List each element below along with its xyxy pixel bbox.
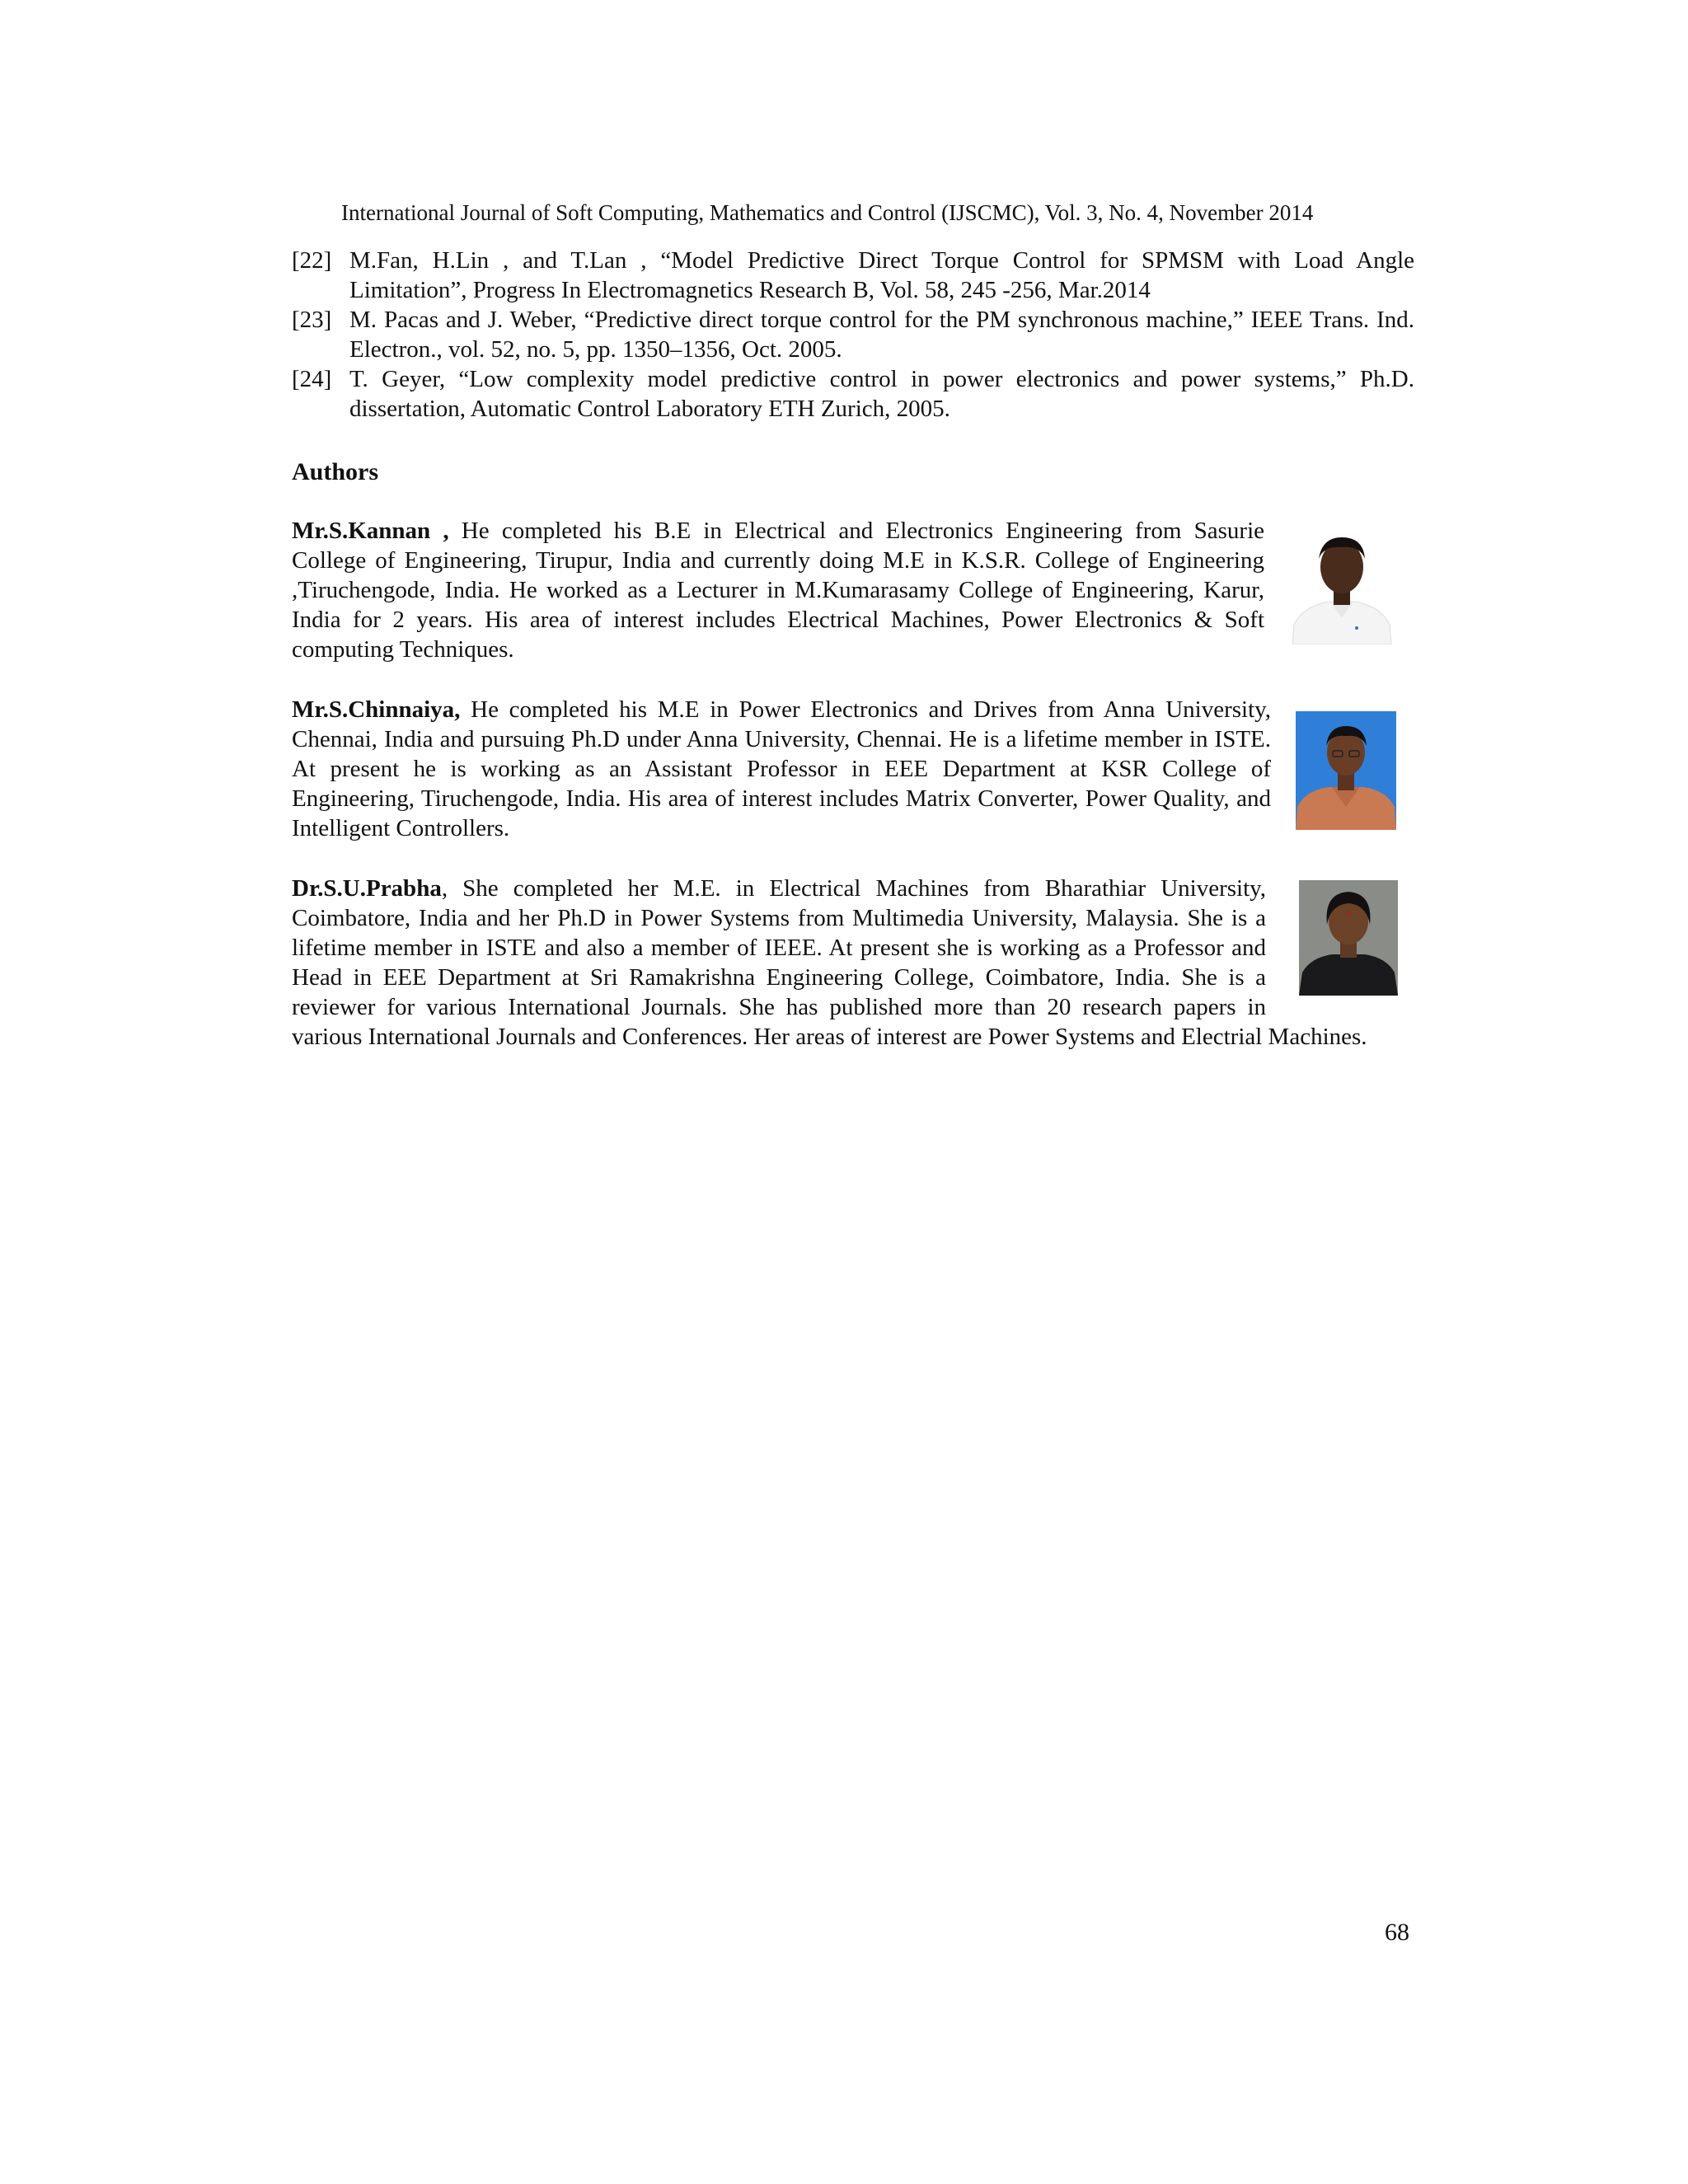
author-photo-kannan xyxy=(1286,527,1398,644)
author-name: Dr.S.U.Prabha xyxy=(292,875,442,902)
author-bio-prabha xyxy=(292,874,1414,1052)
reference-number: [24] xyxy=(292,366,332,392)
reference-text: M. Pacas and J. Weber, “Predictive direct torque control for the PM synchronous machine,” IEEE Trans. Ind. Electron., vol. 52, no. 5, pp. 1350–1356, Oct. 2005. xyxy=(349,307,1414,363)
reference-item xyxy=(292,364,1414,424)
author-name: Mr.S.Kannan , xyxy=(292,518,449,544)
author-bio-text xyxy=(292,874,1414,1052)
author-photo-chinnaiya xyxy=(1296,711,1396,830)
authors-heading: Authors xyxy=(292,458,379,485)
author-bio-text xyxy=(292,516,1264,664)
reference-number: [23] xyxy=(292,307,332,333)
author-name: Mr.S.Chinnaiya, xyxy=(292,696,461,723)
reference-item xyxy=(292,305,1414,364)
author-bio-kannan xyxy=(292,516,1264,664)
running-header: International Journal of Soft Computing, Mathematics and Control (IJSCMC), Vol. 3, No. 4, November 2014 xyxy=(341,200,1314,225)
author-description: , She completed her M.E. in Electrical Machines from Bharathiar University, Coimbatore, India and her Ph.D in Power Systems from Multimedia University, Malaysia. She is a lifetime member in ISTE and also a member of IEEE. At present she is working as a Professor and Head in EEE Department at Sri Ramakrishna Engineering College, Coimbatore, India. She is a reviewer for various International Journals. She has published more than 20 research papers in various International Journals and Conferences. Her areas of interest are Power Systems and Electrial Machines. xyxy=(292,875,1367,1050)
author-description: He completed his B.E in Electrical and Electronics Engineering from Sasurie College of Engineering, Tirupur, India and currently doing M.E in K.S.R. College of Engineering ,Tiruchengode, India. He worked as a Lecturer in M.Kumarasamy College of Engineering, Karur, India for 2 years. His area of interest includes Electrical Machines, Power Electronics & Soft computing Techniques. xyxy=(292,518,1264,663)
page-number: 68 xyxy=(1385,1919,1409,1946)
author-description: He completed his M.E in Power Electronics and Drives from Anna University, Chennai, India and pursuing Ph.D under Anna University, Chennai. He is a lifetime member in ISTE. At present he is working as an Assistant Professor in EEE Department at KSR College of Engineering, Tiruchengode, India. His area of interest includes Matrix Converter, Power Quality, and Intelligent Controllers. xyxy=(292,696,1271,841)
author-photo-prabha xyxy=(1299,880,1398,996)
author-bio-text xyxy=(292,695,1271,843)
reference-text: T. Geyer, “Low complexity model predictive control in power electronics and power systems,” Ph.D. dissertation, Automatic Control Laboratory ETH Zurich, 2005. xyxy=(349,366,1414,422)
reference-list xyxy=(292,246,1414,424)
reference-text: M.Fan, H.Lin , and T.Lan , “Model Predictive Direct Torque Control for SPMSM with Load Angle Limitation”, Progress In Electromagnetics Research B, Vol. 58, 245 -256, Mar.2014 xyxy=(349,247,1414,303)
reference-number: [22] xyxy=(292,247,332,274)
author-bio-chinnaiya xyxy=(292,695,1271,843)
reference-item xyxy=(292,246,1414,305)
